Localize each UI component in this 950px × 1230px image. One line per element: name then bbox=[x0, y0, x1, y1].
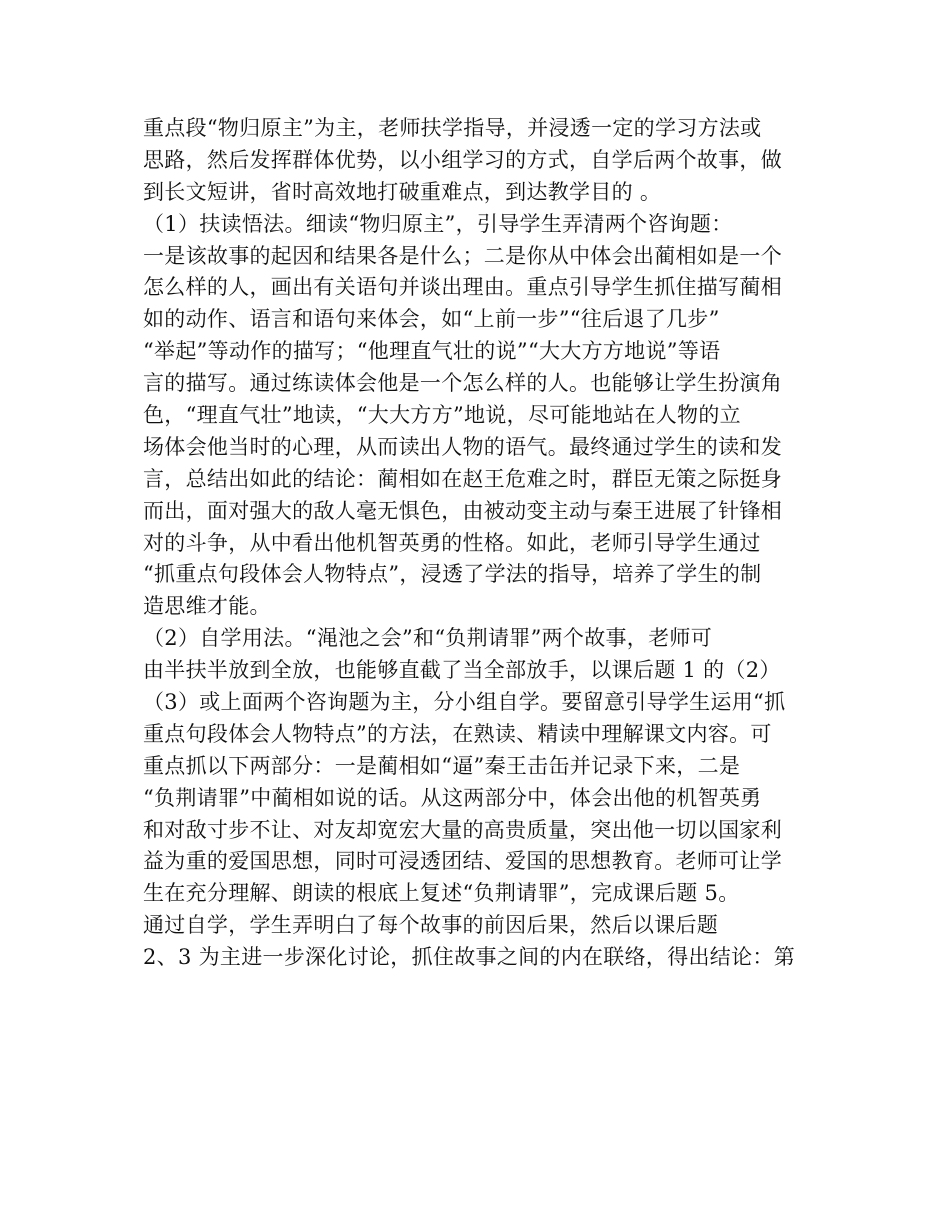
text-line: 场体会他当时的心理，从而读出人物的语气。最终通过学生的读和发 bbox=[143, 434, 782, 459]
text-line: （3）或上面两个咨询题为主，分小组自学。要留意引导学生运用“抓 bbox=[143, 690, 786, 715]
text-line: “抓重点句段体会人物特点”，浸透了学法的指导，培养了学生的制 bbox=[143, 562, 762, 587]
text-line: 怎么样的人，画出有关语句并谈出理由。重点引导学生抓住描写蔺相 bbox=[143, 275, 782, 300]
text-line: 言，总结出如此的结论：蔺相如在赵王危难之时，群臣无策之际挺身 bbox=[143, 466, 782, 491]
text-line: 重点抓以下两部分：一是蔺相如“逼”秦王击缶并记录下来，二是 bbox=[143, 753, 741, 778]
text-line: 益为重的爱国思想，同时可浸透团结、爱国的思想教育。老师可让学 bbox=[143, 849, 782, 874]
text-line: 言的描写。通过练读体会他是一个怎么样的人。也能够让学生扮演角 bbox=[143, 371, 782, 396]
text-line: 和对敌寸步不让、对友却宽宏大量的高贵质量，突出他一切以国家利 bbox=[143, 817, 782, 842]
text-line: 色，“理直气壮”地读，“大大方方”地说，尽可能地站在人物的立 bbox=[143, 403, 741, 428]
text-line: 一是该故事的起因和结果各是什么；二是你从中体会出蔺相如是一个 bbox=[143, 243, 782, 268]
text-line: （1）扶读悟法。细读“物归原主”，引导学生弄清两个咨询题： bbox=[143, 211, 733, 236]
text-line: 通过自学，学生弄明白了每个故事的前因后果，然后以课后题 bbox=[143, 913, 719, 938]
text-line: 生在充分理解、朗读的根底上复述“负荆请罪”，完成课后题 5。 bbox=[143, 881, 740, 906]
text-line: “举起”等动作的描写；“他理直气壮的说”“大大方方地说”等语 bbox=[143, 339, 721, 364]
text-line: （2）自学用法。“渑池之会”和“负荆请罪”两个故事，老师可 bbox=[143, 626, 713, 651]
text-line: 到长文短讲，省时高效地打破重难点，到达教学目的 。 bbox=[143, 179, 662, 204]
text-line: 重点段“物归原主”为主，老师扶学指导，并浸透一定的学习方法或 bbox=[143, 116, 762, 140]
text-line: 造思维才能。 bbox=[143, 594, 271, 619]
document-page bbox=[143, 113, 818, 974]
text-line: 重点句段体会人物特点”的方法，在熟读、精读中理解课文内容。可 bbox=[143, 721, 772, 746]
text-line: 对的斗争，从中看出他机智英勇的性格。如此，老师引导学生通过 bbox=[143, 530, 761, 555]
text-line: 由半扶半放到全放，也能够直截了当全部放手，以课后题 1 的（2） bbox=[143, 658, 781, 683]
text-line: “负荆请罪”中蔺相如说的话。从这两部分中，体会出他的机智英勇 bbox=[143, 785, 762, 810]
text-line: 而出，面对强大的敌人毫无惧色，由被动变主动与秦王进展了针锋相 bbox=[143, 498, 782, 523]
text-line: 如的动作、语言和语句来体会，如“上前一步”“往后退了几步” bbox=[143, 307, 720, 332]
text-line: 2、3 为主进一步深化讨论，抓住故事之间的内在联络，得出结论：第 bbox=[143, 945, 795, 970]
text-line: 思路，然后发挥群体优势，以小组学习的方式，自学后两个故事，做 bbox=[143, 147, 782, 172]
